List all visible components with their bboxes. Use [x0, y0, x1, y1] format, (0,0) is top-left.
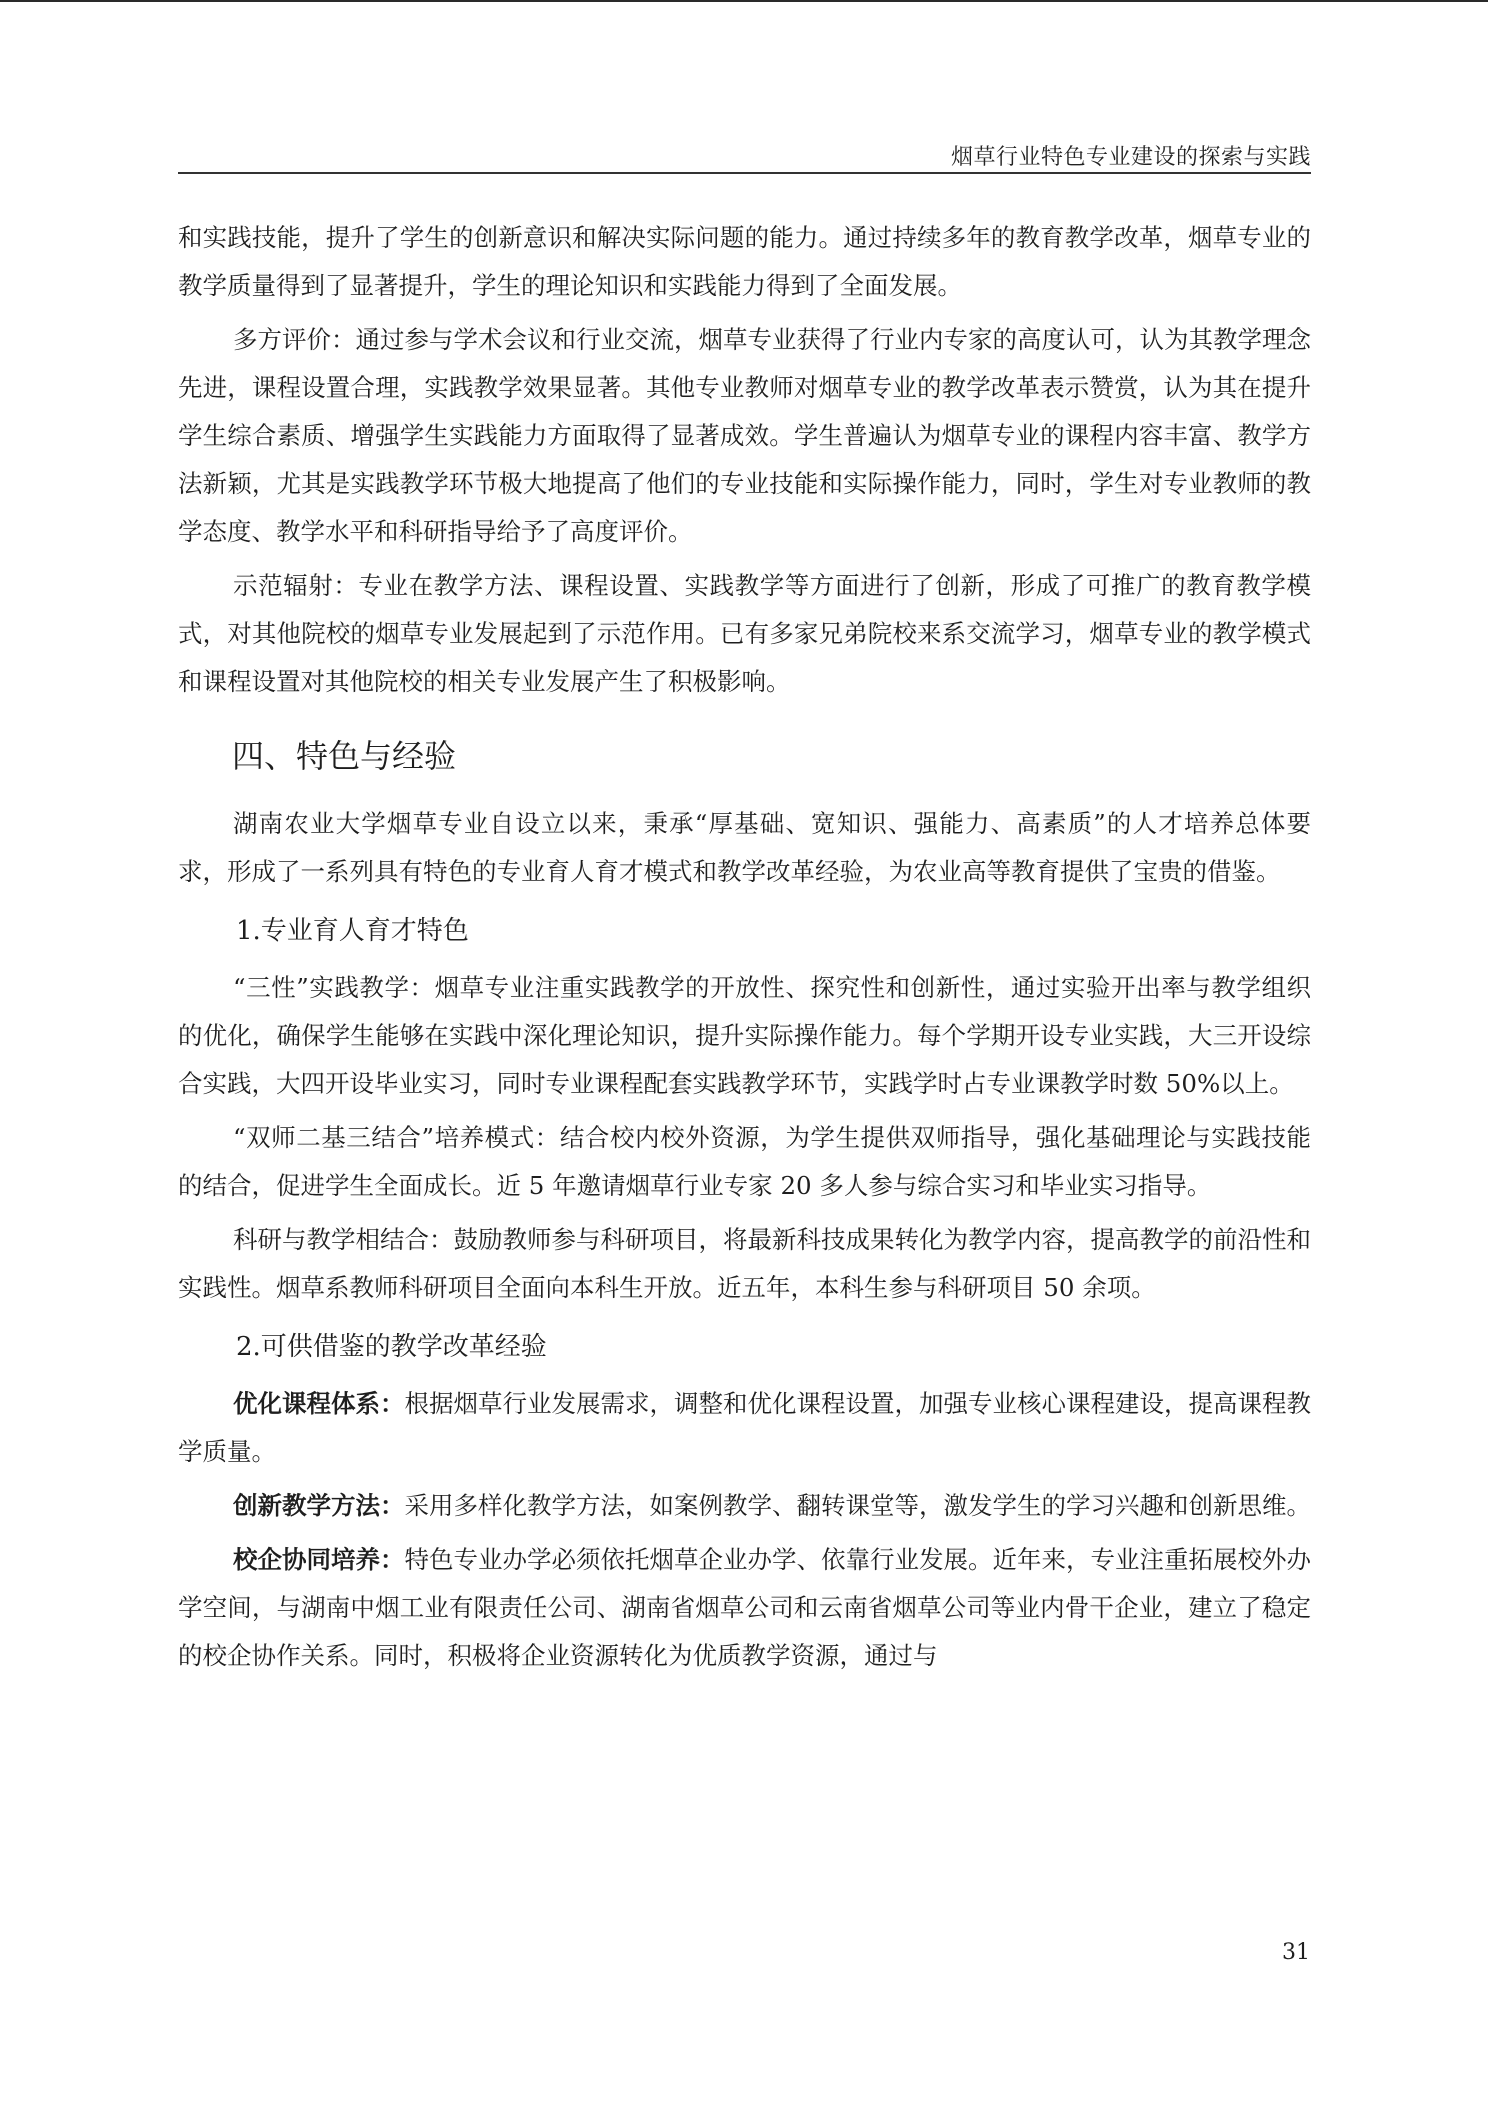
running-header: 烟草行业特色专业建设的探索与实践 — [950, 145, 1311, 170]
lead-term: 创新教学方法： — [233, 1491, 405, 1520]
subsection-heading-2: 2.可供借鉴的教学改革经验 — [236, 1332, 547, 1362]
paragraph-three-practice: “三性”实践教学：烟草专业注重实践教学的开放性、探究性和创新性，通过实验开出率与教学组织的优化，确保学生能够在实践中深化理论知识，提升实际操作能力。每个学期开设专业实践，大三开设综合实践，大四开设毕业实习，同时专业课程配套实践教学环节，实践学时占专业课教学时数 50%以上。 — [178, 973, 1311, 1098]
paragraph-curriculum — [178, 1380, 1311, 1476]
subsection-heading-1: 1.专业育人育才特色 — [236, 916, 469, 946]
paragraph-teaching-method — [178, 1482, 1311, 1530]
paragraph-dual-teacher: “双师二基三结合”培养模式：结合校内校外资源，为学生提供双师指导，强化基础理论与实践技能的结合，促进学生全面成长。近 5 年邀请烟草行业专家 20 多人参与综合实习和毕业实习指导。 — [178, 1123, 1311, 1200]
lead-term: 优化课程体系： — [233, 1389, 405, 1418]
page-number: 31 — [1282, 1940, 1310, 1965]
paragraph-text: 采用多样化教学方法，如案例教学、翻转课堂等，激发学生的学习兴趣和创新思维。 — [404, 1491, 1311, 1520]
paragraph-multi-evaluation: 多方评价：通过参与学术会议和行业交流，烟草专业获得了行业内专家的高度认可，认为其教学理念先进，课程设置合理，实践教学效果显著。其他专业教师对烟草专业的教学改革表示赞赏，认为其在提升学生综合素质、增强学生实践能力方面取得了显著成效。学生普遍认为烟草专业的课程内容丰富、教学方法新颖，尤其是实践教学环节极大地提高了他们的专业技能和实际操作能力，同时，学生对专业教师的教学态度、教学水平和科研指导给予了高度评价。 — [178, 325, 1311, 546]
section-heading: 四、特色与经验 — [232, 737, 457, 775]
lead-term: 校企协同培养： — [233, 1545, 405, 1574]
paragraph-research-teaching: 科研与教学相结合：鼓励教师参与科研项目，将最新科技成果转化为教学内容，提高教学的前沿性和实践性。烟草系教师科研项目全面向本科生开放。近五年，本科生参与科研项目 50 余项。 — [178, 1225, 1311, 1302]
header-rule — [178, 172, 1311, 174]
paragraph-continued: 和实践技能，提升了学生的创新意识和解决实际问题的能力。通过持续多年的教育教学改革，烟草专业的教学质量得到了显著提升，学生的理论知识和实践能力得到了全面发展。 — [178, 223, 1311, 300]
paragraph-text: 根据烟草行业发展需求，调整和优化课程设置，加强专业核心课程建设，提高课程教学质量。 — [178, 1389, 1311, 1466]
paragraph-intro: 湖南农业大学烟草专业自设立以来，秉承“厚基础、宽知识、强能力、高素质”的人才培养总体要求，形成了一系列具有特色的专业育人育才模式和教学改革经验，为农业高等教育提供了宝贵的借鉴。 — [178, 809, 1311, 886]
page-top-border — [0, 0, 1488, 2]
paragraph-text: 特色专业办学必须依托烟草企业办学、依靠行业发展。近年来，专业注重拓展校外办学空间，与湖南中烟工业有限责任公司、湖南省烟草公司和云南省烟草公司等业内骨干企业，建立了稳定的校企协作关系。同时，积极将企业资源转化为优质教学资源，通过与 — [178, 1545, 1311, 1670]
paragraph-demonstration: 示范辐射：专业在教学方法、课程设置、实践教学等方面进行了创新，形成了可推广的教育教学模式，对其他院校的烟草专业发展起到了示范作用。已有多家兄弟院校来系交流学习，烟草专业的教学模式和课程设置对其他院校的相关专业发展产生了积极影响。 — [178, 571, 1311, 696]
paragraph-school-enterprise — [178, 1536, 1311, 1680]
page-body — [178, 214, 1311, 1680]
